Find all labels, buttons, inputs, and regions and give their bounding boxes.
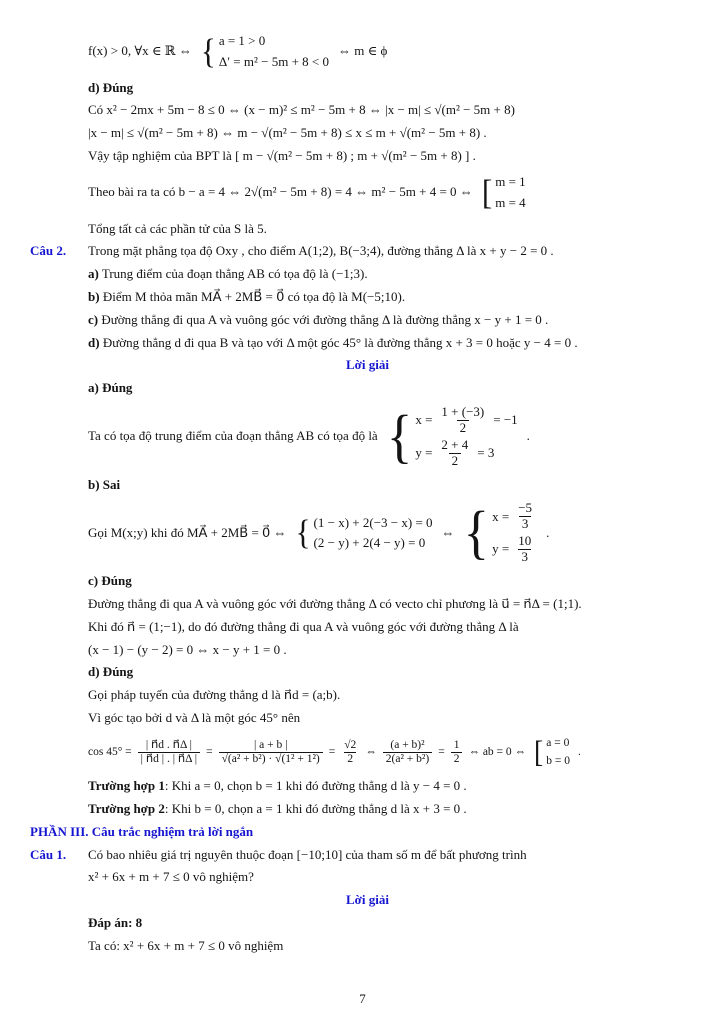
bracket-system bbox=[482, 173, 526, 213]
solution-c-label: c) Đúng bbox=[88, 573, 132, 589]
fraction bbox=[438, 405, 487, 436]
solution-line: Khi đó n⃗ = (1;−1), do đó đường thẳng đi qua A và vuông góc với đường thẳng Δ là bbox=[88, 618, 519, 634]
fraction bbox=[438, 438, 471, 469]
formula-text: ⇔ bbox=[441, 524, 455, 540]
loi-giai-heading: Lời giải bbox=[346, 357, 389, 373]
statement-d-label: d) bbox=[88, 334, 100, 350]
formula-text: = bbox=[328, 746, 336, 759]
case-row: [ m = 1 bbox=[495, 173, 526, 189]
fraction bbox=[138, 739, 200, 766]
statement-b-text: Điểm M thỏa mãn MA⃗ + 2MB⃗ = 0⃗ có tọa độ là M(−5;10). bbox=[102, 288, 406, 304]
solution-line: Ta có: x² + 6x + m + 7 ≤ 0 vô nghiệm bbox=[88, 937, 284, 953]
solution-line: Có x² − 2mx + 5m − 8 ≤ 0 ⇔ (x − m)² ≤ m² − 5m + 8 ⇔ |x − m| ≤ √(m² − 5m + 8) bbox=[88, 102, 515, 118]
fraction-denominator: 3 bbox=[519, 516, 532, 532]
case-2-line bbox=[30, 799, 705, 820]
statement-d-text: Đường thẳng d đi qua B và tạo với Δ một góc 45° là đường thẳng x + 3 = 0 hoặc y − 4 = 0 . bbox=[102, 334, 578, 350]
case-row: { a = 1 > 0 bbox=[218, 33, 266, 48]
case-row bbox=[492, 501, 537, 532]
fraction bbox=[451, 739, 463, 766]
statement-d bbox=[30, 333, 705, 354]
fraction-numerator: | a + b | bbox=[253, 738, 288, 751]
case-row bbox=[415, 438, 517, 469]
fraction-numerator: −5 bbox=[518, 500, 533, 516]
formula-text: . bbox=[578, 746, 581, 759]
solution-d-label: d) Đúng bbox=[88, 664, 134, 680]
question-1-formula: x² + 6x + m + 7 ≤ 0 vô nghiệm? bbox=[88, 869, 254, 885]
solution-b-formula bbox=[30, 501, 705, 565]
solution-line: (x − 1) − (y − 2) = 0 ⇔ x − y + 1 = 0 . bbox=[88, 641, 287, 657]
fraction-denominator: 2 bbox=[449, 453, 462, 469]
case-rows bbox=[415, 405, 517, 469]
solution-line: Đường thẳng đi qua A và vuông góc với đường thẳng Δ có vecto chỉ phương là u⃗ = n⃗Δ = (1;1). bbox=[88, 596, 582, 612]
statement-c bbox=[30, 310, 705, 331]
case-row: { (1 − x) + 2(−3 − x) = 0 bbox=[313, 514, 433, 530]
formula-text: Theo bài ra ta có b − a = 4 ⇔ 2√(m² − 5m + 8) = 4 ⇔ m² − 5m + 4 = 0 ⇔ bbox=[88, 184, 473, 200]
answer-label: Đáp án: 8 bbox=[88, 914, 143, 930]
fraction-denominator: 2 bbox=[451, 752, 463, 766]
case-2-label: Trường hợp 2 bbox=[88, 800, 165, 816]
loi-giai-heading: Lời giải bbox=[346, 892, 389, 908]
solution-line: |x − m| ≤ √(m² − 5m + 8) ⇔ m − √(m² − 5m + 8) ≤ x ≤ m + √(m² − 5m + 8) . bbox=[88, 125, 487, 141]
solution-a-label: a) Đúng bbox=[88, 380, 133, 396]
solution-line: Vì góc tạo bởi d và Δ là một góc 45° nên bbox=[88, 710, 301, 726]
fraction bbox=[515, 501, 535, 532]
case-row: m = 4 bbox=[495, 194, 526, 210]
fraction bbox=[515, 534, 534, 565]
statement-b bbox=[30, 287, 705, 308]
case-1-line bbox=[30, 776, 705, 797]
question-2-statement: Trong mặt phẳng tọa độ Oxy , cho điểm A(1;2), B(−3;4), đường thẳng Δ là x + y − 2 = 0 . bbox=[88, 243, 554, 259]
formula-text: { x = bbox=[492, 508, 510, 524]
formula-text: Ta có tọa độ trung điểm của đoạn thẳng AB có tọa độ là bbox=[88, 428, 378, 444]
case-rows bbox=[492, 501, 537, 565]
question-1-label: Câu 1. bbox=[30, 846, 67, 862]
question-1-short bbox=[30, 845, 705, 866]
solution-line: Gọi pháp tuyến của đường thẳng d là n⃗d = (a;b). bbox=[88, 687, 341, 703]
formula-text: = bbox=[206, 746, 213, 759]
fraction-numerator: (a + b)² bbox=[390, 738, 425, 751]
case-system bbox=[296, 514, 433, 554]
page-number: 7 bbox=[359, 991, 366, 1007]
formula-text: y = bbox=[492, 541, 510, 557]
fraction bbox=[383, 739, 432, 766]
fraction-numerator: 1 bbox=[453, 738, 460, 751]
bracket-system bbox=[534, 735, 570, 770]
statement-a-text: Trung điểm của đoạn thẳng AB có tọa độ là (−1;3). bbox=[101, 266, 368, 282]
case-2-text: : Khi b = 0, chọn a = 1 khi đó đường thẳng d là x + 3 = 0 . bbox=[164, 800, 467, 816]
fraction-numerator: 2 + 4 bbox=[441, 436, 469, 452]
formula-text: { x = bbox=[415, 411, 433, 427]
formula-text: = bbox=[438, 746, 445, 759]
question-1-text: Có bao nhiêu giá trị nguyên thuộc đoạn [−10;10] của tham số m để bất phương trình bbox=[88, 846, 527, 862]
case-row: (2 − y) + 2(4 − y) = 0 bbox=[313, 535, 426, 551]
fraction bbox=[219, 739, 323, 766]
fraction-numerator: 10 bbox=[518, 533, 532, 549]
fraction-denominator: √(a² + b²) · √(1² + 1²) bbox=[219, 752, 323, 766]
formula-text: f(x) > 0, ∀x ∈ ℝ ⇔ bbox=[88, 43, 192, 59]
fraction-numerator: | n⃗d . n⃗Δ | bbox=[145, 738, 192, 751]
case-rows bbox=[495, 173, 525, 213]
formula-text: ⇔ m ∈ ϕ bbox=[337, 43, 388, 59]
statement-b-label: b) bbox=[88, 288, 100, 304]
case-rows bbox=[219, 32, 329, 72]
case-rows bbox=[314, 514, 433, 554]
question-2 bbox=[30, 241, 705, 262]
formula-text: ⇔ ab = 0 ⇔ bbox=[468, 746, 527, 759]
statement-a-label: a) bbox=[88, 266, 99, 282]
cos-45-formula bbox=[30, 735, 705, 770]
question-2-label: Câu 2. bbox=[30, 243, 67, 259]
formula-text: . bbox=[546, 524, 550, 540]
case-row: [ a = 0 bbox=[546, 736, 570, 749]
case-system bbox=[464, 501, 538, 565]
formula-text: ⇔ bbox=[365, 746, 377, 759]
fraction bbox=[341, 739, 359, 766]
formula-text: Gọi M(x;y) khi đó MA⃗ + 2MB⃗ = 0⃗ ⇔ bbox=[88, 524, 287, 540]
case-row bbox=[415, 405, 517, 436]
verdict-d-label: d) Đúng bbox=[88, 79, 134, 95]
case-system bbox=[387, 405, 518, 469]
solution-a-formula bbox=[30, 405, 705, 469]
formula-text: cos 45° = bbox=[88, 746, 132, 759]
case-1-label: Trường hợp 1 bbox=[88, 778, 165, 794]
case-row: Δ′ = m² − 5m + 8 < 0 bbox=[218, 53, 329, 69]
solution-line-bracket-system bbox=[30, 173, 705, 213]
fraction-numerator: √2 bbox=[344, 738, 357, 751]
formula-text: . bbox=[526, 428, 530, 444]
statement-c-text: Đường thẳng đi qua A và vuông góc với đường thẳng Δ là đường thẳng x − y + 1 = 0 . bbox=[101, 311, 549, 327]
formula-text: = −1 bbox=[493, 411, 518, 427]
fraction-denominator: 2 bbox=[457, 420, 470, 436]
solution-b-label: b) Sai bbox=[88, 476, 121, 492]
solution-line: Tổng tất cả các phần tử của S là 5. bbox=[88, 220, 267, 236]
formula-text: y = bbox=[415, 444, 433, 460]
case-system bbox=[201, 32, 329, 72]
fraction-denominator: 2 bbox=[344, 752, 356, 766]
statement-c-label: c) bbox=[88, 311, 99, 327]
case-row: b = 0 bbox=[546, 755, 570, 768]
formula-fx-condition bbox=[30, 32, 705, 72]
case-1-text: : Khi a = 0, chọn b = 1 khi đó đường thẳng d là y − 4 = 0 . bbox=[164, 778, 467, 794]
fraction-numerator: 1 + (−3) bbox=[441, 403, 485, 419]
case-rows bbox=[546, 735, 570, 770]
statement-a bbox=[30, 264, 705, 285]
fraction-denominator: 2(a² + b²) bbox=[383, 752, 432, 766]
fraction-denominator: 3 bbox=[518, 549, 531, 565]
fraction-denominator: | n⃗d | . | n⃗Δ | bbox=[138, 752, 200, 766]
part-3-heading: PHẦN III. Câu trắc nghiệm trả lời ngắn bbox=[30, 823, 254, 839]
solution-line: Vậy tập nghiệm của BPT là [ m − √(m² − 5m + 8) ; m + √(m² − 5m + 8) ] . bbox=[88, 148, 476, 164]
case-row bbox=[492, 534, 537, 565]
formula-text: = 3 bbox=[477, 444, 495, 460]
